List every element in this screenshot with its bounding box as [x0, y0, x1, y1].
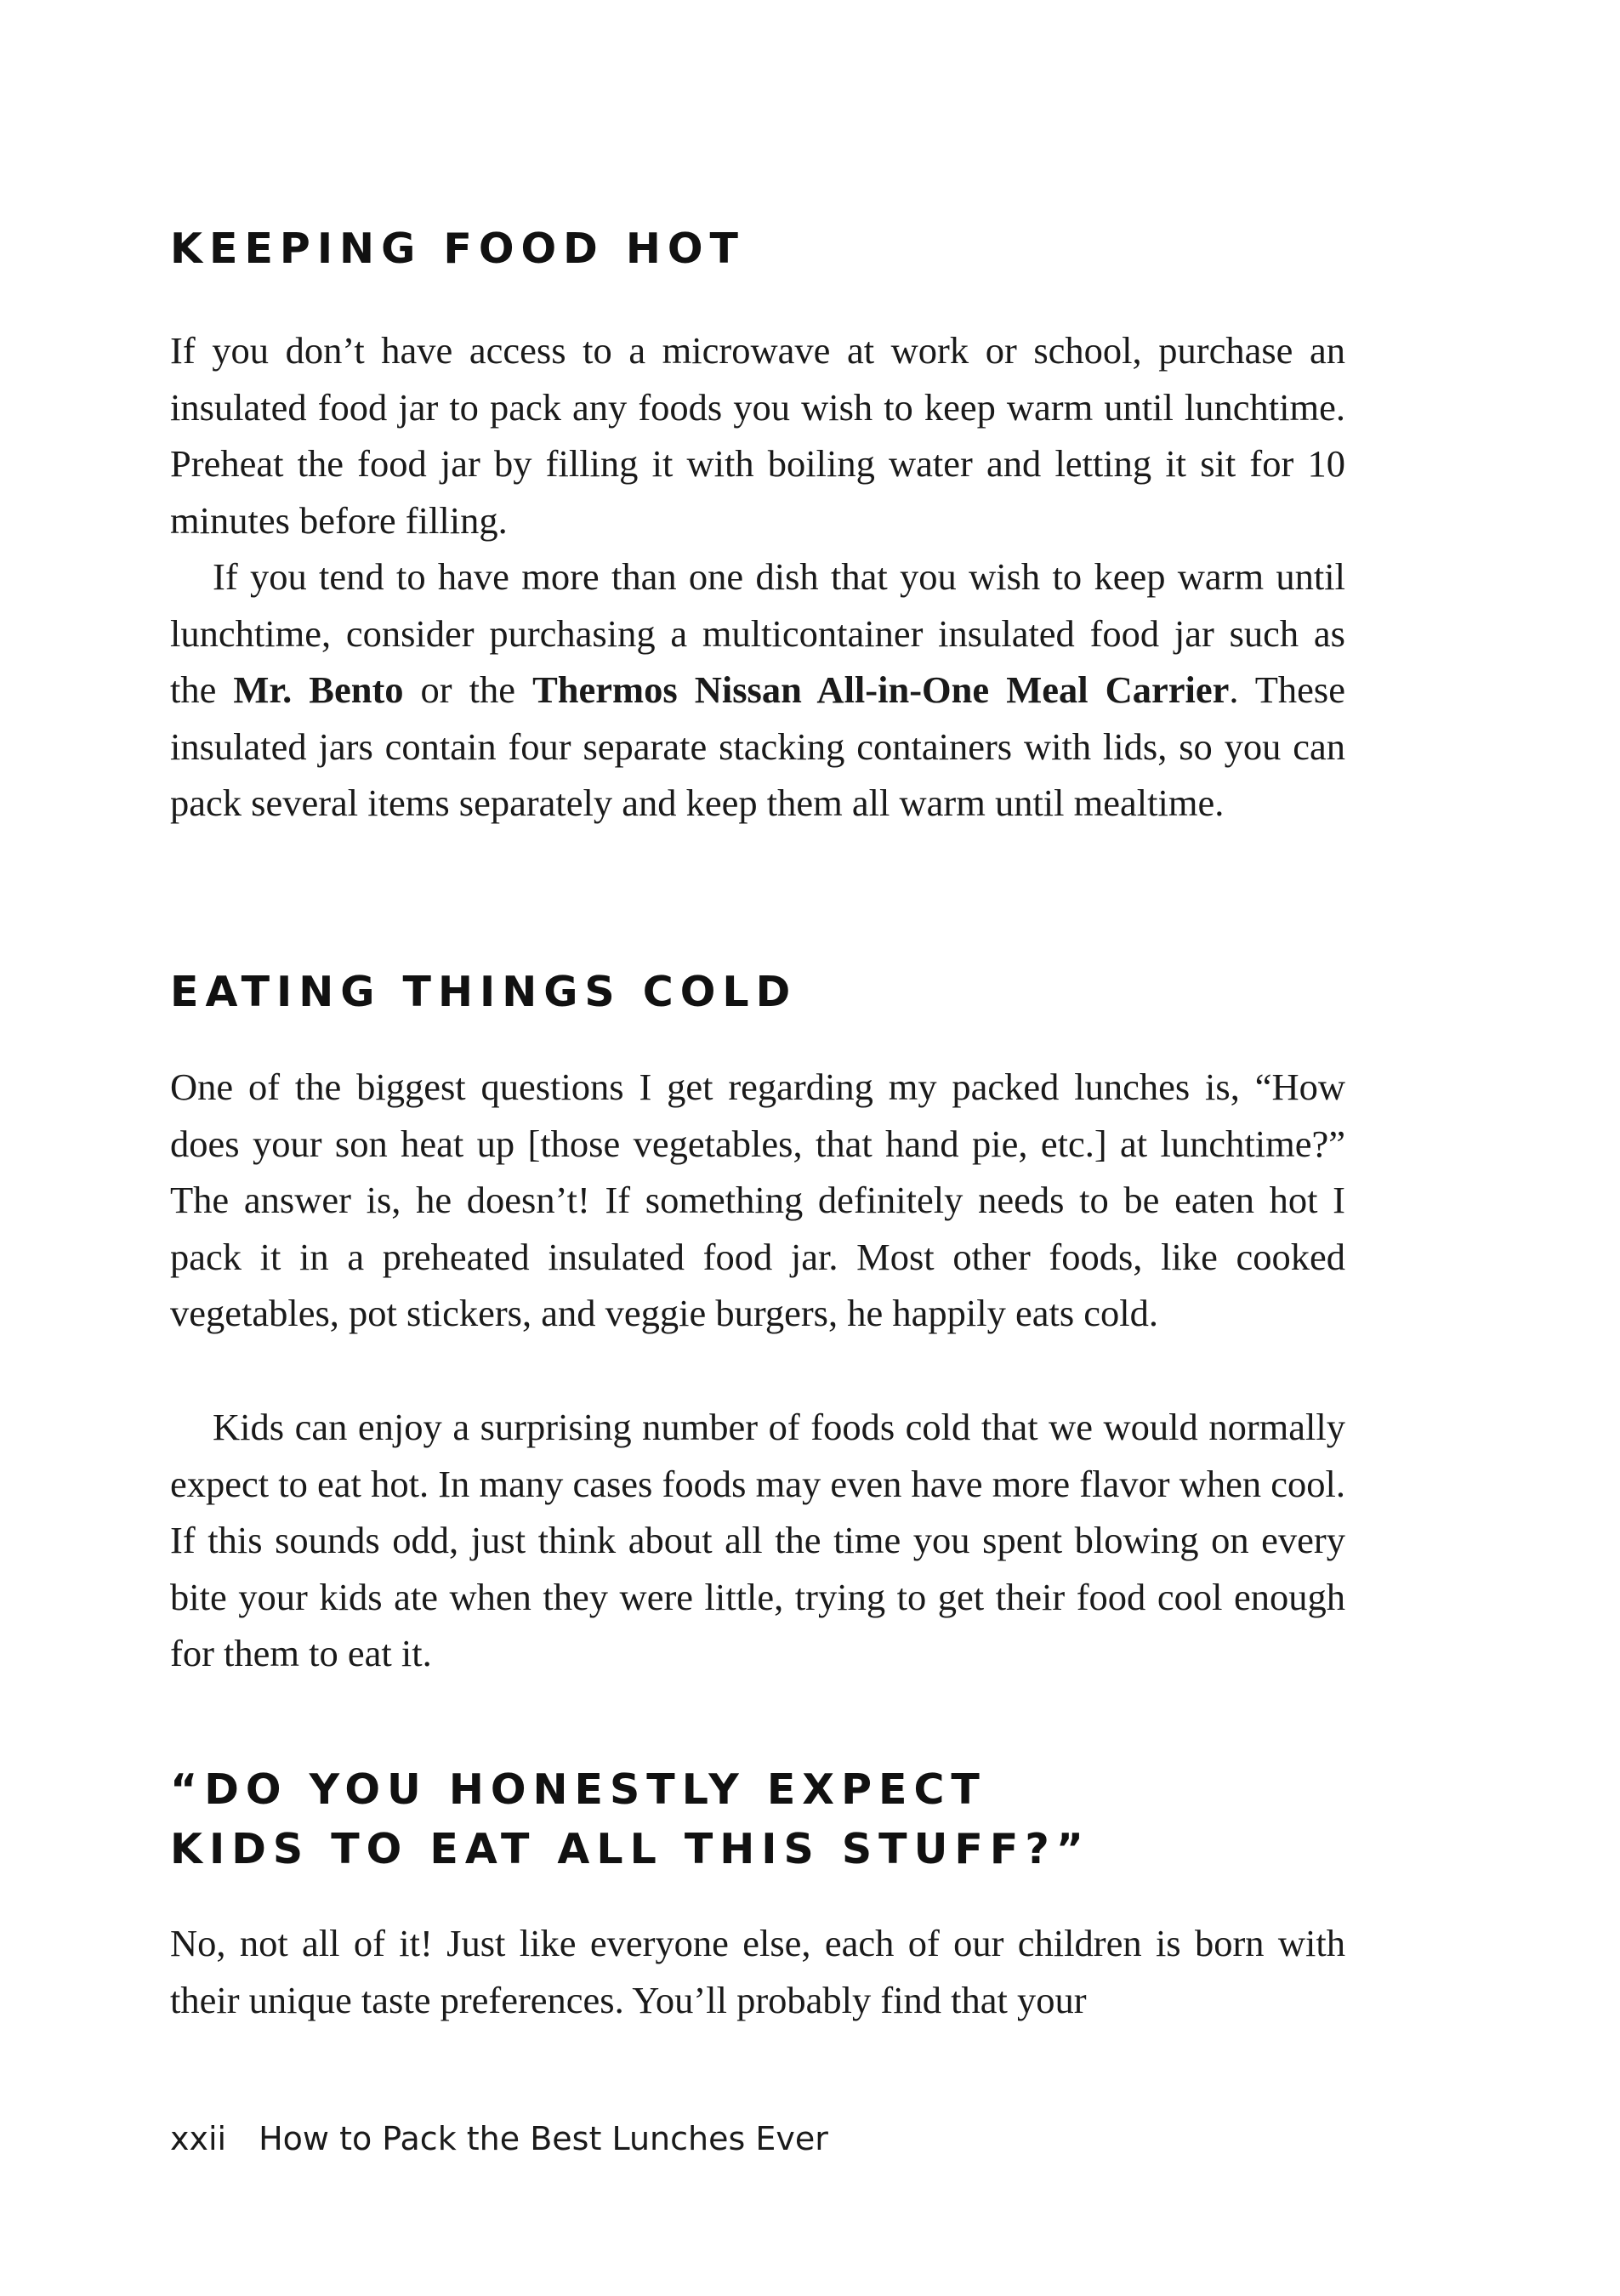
text-run: . These insulated jars contain four separate stacking containers with lids, so you can pack several items separately and keep them all warm until mealtime. [170, 668, 1345, 824]
text-run: No, not all of it! Just like everyone else, each of our children is born with their unique taste preferences. You’ll probably find that your [170, 1922, 1345, 2021]
section-heading-keeping-food-hot [170, 219, 1446, 279]
paragraph [170, 1915, 1345, 2028]
page-footer [170, 2117, 828, 2160]
paragraph [170, 322, 1345, 548]
text-run: If you tend to have more than one dish that you wish to keep warm until lunchtime, consider purchasing a multicontainer insulated food jar such as the [170, 555, 1345, 711]
running-title: How to Pack the Best Lunches Ever [259, 2120, 828, 2157]
text-run: Kids can enjoy a surprising number of foods cold that we would normally expect to eat hot. In many cases foods may even have more flavor when cool. If this sounds odd, just think about all the time you spent blowing on every bite your kids ate when they were little, trying to get their food cool enough for them to eat it. [170, 1406, 1345, 1674]
text-run: One of the biggest questions I get regarding my packed lunches is, “How does your son heat up [those vegetables, that hand pie, etc.] at lunchtime?” The answer is, he doesn’t! If something definitely needs to be eaten hot I pack it in a preheated insulated food jar. Most other foods, like cooked vegetables, pot stickers, and veggie burgers, he happily eats cold. [170, 1066, 1345, 1334]
heading-line: “DO YOU HONESTLY EXPECT [170, 1765, 986, 1814]
section-heading-eating-things-cold [170, 963, 1446, 1022]
paragraph [170, 1059, 1345, 1342]
paragraph [170, 548, 1345, 832]
heading-line: KIDS TO EAT ALL THIS STUFF?” [170, 1825, 1090, 1873]
heading-line: KEEPING FOOD HOT [170, 224, 745, 273]
product-name-mr-bento: Mr. Bento [233, 668, 404, 711]
text-run: If you don’t have access to a microwave at work or school, purchase an insulated food jar to pack any foods you wish to keep warm until lunchtime. Preheat the food jar by filling it with boiling water and letting it sit for 10 minutes before filling. [170, 329, 1345, 542]
section-heading-do-you-honestly-expect [170, 1760, 1446, 1879]
text-run: or the [403, 668, 533, 711]
product-name-thermos-nissan: Thermos Nissan All-in-One Meal Carrier [532, 668, 1230, 711]
page-number: xxii [170, 2120, 227, 2157]
heading-line: EATING THINGS COLD [170, 968, 798, 1016]
paragraph [170, 1399, 1345, 1682]
